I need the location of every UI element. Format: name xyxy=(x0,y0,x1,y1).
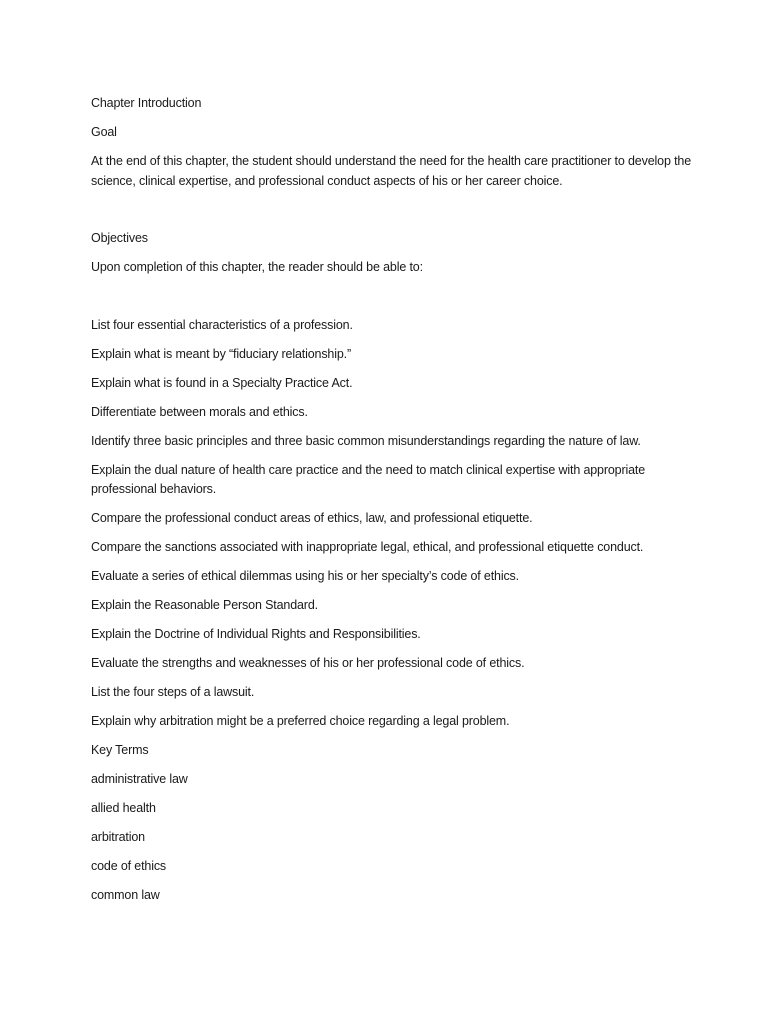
objective-item: Explain the Reasonable Person Standard. xyxy=(91,598,318,612)
objective-item: Explain what is meant by “fiduciary relationship.” xyxy=(91,346,351,361)
objective-item: Evaluate the strengths and weaknesses of his or her professional code of ethics. xyxy=(91,656,525,670)
key-term: common law xyxy=(91,888,160,902)
objectives-heading: Objectives xyxy=(91,231,148,245)
objective-item: Explain what is found in a Specialty Practice Act. xyxy=(91,375,353,390)
objective-item: Compare the sanctions associated with inappropriate legal, ethical, and professional etiquette conduct. xyxy=(91,540,644,554)
key-terms-list xyxy=(91,770,691,906)
objective-item: Compare the professional conduct areas of ethics, law, and professional etiquette. xyxy=(91,511,533,525)
goal-text: At the end of this chapter, the student should understand the need for the health care practitioner to develop the science, clinical expertise, and professional conduct aspects of his or her career choice. xyxy=(91,154,691,188)
objective-item: Explain the Doctrine of Individual Rights and Responsibilities. xyxy=(91,627,421,641)
objectives-intro: Upon completion of this chapter, the reader should be able to: xyxy=(91,260,423,274)
chapter-heading: Chapter Introduction xyxy=(91,96,202,110)
document-body xyxy=(91,94,691,906)
key-terms-heading: Key Terms xyxy=(91,743,149,757)
key-term: administrative law xyxy=(91,772,188,786)
objective-item: Identify three basic principles and three basic common misunderstandings regarding the nature of law. xyxy=(91,433,641,448)
objectives-list xyxy=(91,316,691,732)
key-term: arbitration xyxy=(91,830,145,844)
objective-item: List the four steps of a lawsuit. xyxy=(91,685,255,699)
objective-item: Evaluate a series of ethical dilemmas using his or her specialty’s code of ethics. xyxy=(91,569,519,583)
key-term: code of ethics xyxy=(91,859,167,873)
key-term: allied health xyxy=(91,801,156,815)
objective-item: Differentiate between morals and ethics. xyxy=(91,404,308,419)
objective-item: Explain why arbitration might be a preferred choice regarding a legal problem. xyxy=(91,714,510,728)
goal-heading: Goal xyxy=(91,125,117,139)
objective-item: List four essential characteristics of a profession. xyxy=(91,317,353,332)
objective-item: Explain the dual nature of health care practice and the need to match clinical expertise with appropriate professional behaviors. xyxy=(91,462,646,496)
